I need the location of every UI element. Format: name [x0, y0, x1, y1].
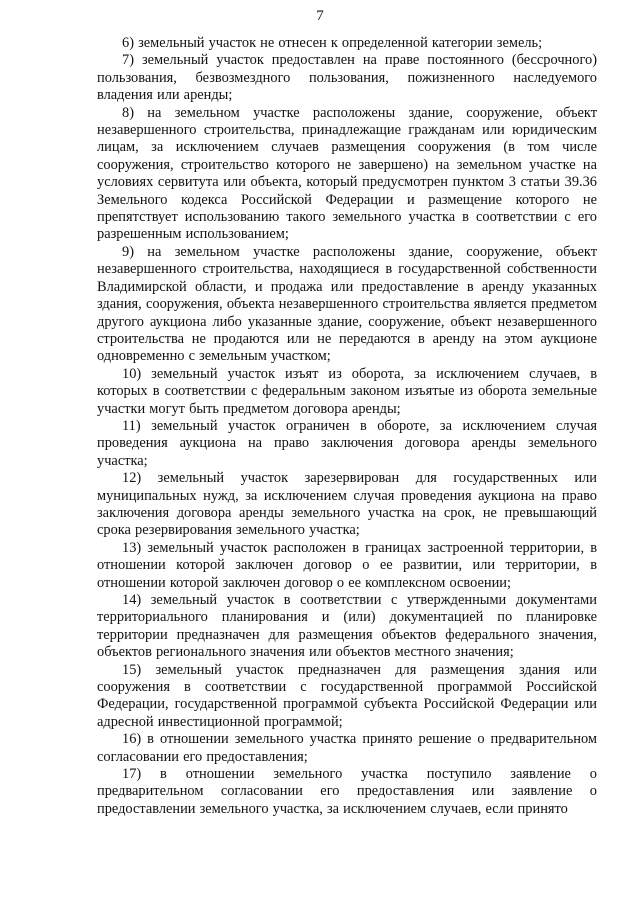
paragraph-item-8: 8) на земельном участке расположены здание, сооружение, объект незавершенного строительства, принадлежащие гражданам или юридическим лицам, за исключением случаев размещения сооружения (в том числе сооружения, строительство которого не завершено) на земельном участке на условиях сервитута или объекта, который предусмотрен пунктом 3 статьи 39.36 Земельного кодекса Российской Федерации и размещение которого не препятствует использованию такого земельного участка в соответствии с его разрешенным использованием;: [97, 104, 597, 243]
paragraph-item-15: 15) земельный участок предназначен для размещения здания или сооружения в соответствии с государственной программой Российской Федерации, государственной программой субъекта Российской Федерации или адресной инвестиционной программой;: [97, 661, 597, 730]
paragraph-item-11: 11) земельный участок ограничен в обороте, за исключением случая проведения аукциона на право заключения договора аренды земельного участка;: [97, 417, 597, 469]
paragraph-item-7: 7) земельный участок предоставлен на праве постоянного (бессрочного) пользования, безвозмездного пользования, пожизненного наследуемого владения или аренды;: [97, 52, 597, 104]
paragraph-item-10: 10) земельный участок изъят из оборота, за исключением случаев, в которых в соответствии с федеральным законом изъятые из оборота земельные участки могут быть предметом договора аренды;: [97, 365, 597, 417]
paragraph-item-9: 9) на земельном участке расположены здание, сооружение, объект незавершенного строительства, находящиеся в государственной собственности Владимирской области, и продажа или предоставление в аренду указанных здания, сооружения, объекта незавершенного строительства является предметом другого аукциона либо указанные здание, сооружение, объект незавершенного строительства не продаются или не передаются в аренду на этом аукционе одновременно с земельным участком;: [97, 243, 597, 365]
paragraph-item-17: 17) в отношении земельного участка поступило заявление о предварительном согласовании его предоставления или заявление о предоставлении земельного участка, за исключением случаев, если принято: [97, 766, 597, 817]
paragraph-item-6: 6) земельный участок не отнесен к определенной категории земель;: [122, 35, 543, 51]
paragraph-item-14: 14) земельный участок в соответствии с утвержденными документами территориального планирования и (или) документацией по планировке территории предназначен для размещения объектов федерального значения, объектов регионального значения или объектов местного значения;: [97, 592, 597, 661]
document-body: [97, 35, 597, 818]
paragraph-item-12: 12) земельный участок зарезервирован для государственных или муниципальных нужд, за исключением случая проведения аукциона на право заключения договора аренды земельного участка на срок, не превышающий срока резервирования земельного участка;: [97, 470, 597, 539]
paragraph-item-13: 13) земельный участок расположен в границах застроенной территории, в отношении которой заключен договор о ее развитии, или территории, в отношении которой заключен договор о ее комплексном освоении;: [97, 539, 597, 591]
paragraph-item-16: 16) в отношении земельного участка принято решение о предварительном согласовании его предоставления;: [97, 731, 597, 765]
page-number: 7: [316, 8, 324, 24]
